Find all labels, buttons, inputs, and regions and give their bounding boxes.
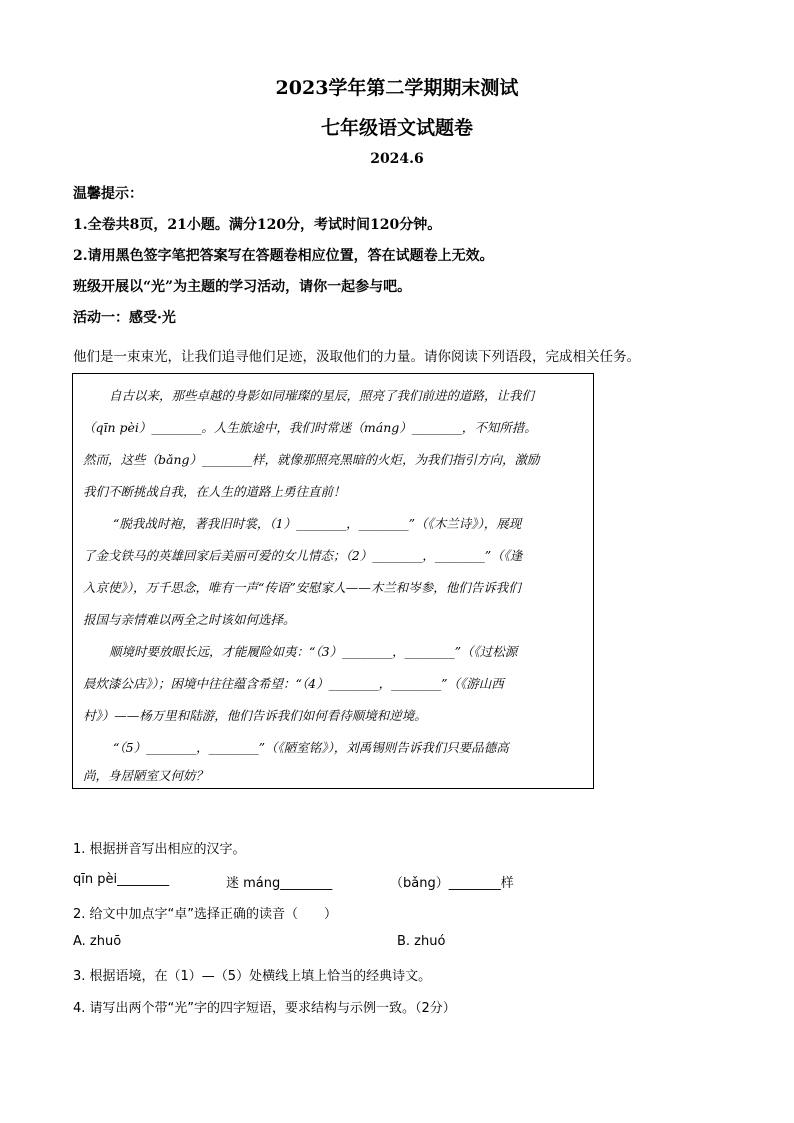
notice-line-3: 班级开展以“光”为主题的学习活动，请你一起参与吧。 [73, 279, 412, 295]
passage-line: （qīn pèi）________。人生旅途中，我们时常迷（máng）________，不知所措。 [83, 420, 537, 435]
activity-intro: 他们是一束束光，让我们追寻他们足迹，汲取他们的力量。请你阅读下列语段，完成相关任务。 [73, 349, 640, 365]
activity-heading: 活动一：感受·光 [73, 310, 176, 326]
passage-line: 了金戈铁马的英雄回家后美丽可爱的女儿情态；（2）________，________”（《逢 [83, 548, 523, 563]
question-1-item-c: （bǎng）________样 [390, 876, 514, 891]
question-2-option-b: B. zhuó [397, 934, 446, 949]
passage-line: 然而，这些（bǎng）________样，就像那照亮黑暗的火炬，为我们指引方向，激励 [83, 452, 540, 467]
question-3: 3. 根据语境，在（1）—（5）处横线上填上恰当的经典诗文。 [73, 969, 432, 984]
passage-line: 尚，身居陋室又何妨？ [83, 768, 209, 783]
passage-line: 我们不断挑战自我，在人生的道路上勇往直前！ [83, 484, 346, 499]
passage-line: 晨炊漆公店》）；困境中往往蕴含希望：“（4）________，________”（《游山西 [83, 676, 504, 691]
passage-line: “脱我战时袍，著我旧时裳，（1）________，________”（《木兰诗》），展现 [113, 516, 522, 531]
passage-line: 报国与亲情难以两全之时该如何选择。 [83, 612, 296, 627]
passage-line: 自古以来，那些卓越的身影如同璀璨的星辰，照亮了我们前进的道路，让我们 [109, 388, 535, 403]
question-2: 2. 给文中加点字“卓”选择正确的读音（ ） [73, 907, 338, 922]
passage-line: “（5）________，________”（《陋室铭》），刘禹锡则告诉我们只要品德高 [113, 740, 509, 755]
passage-line: 入京使》），万千思念，唯有一声“传语”安慰家人——木兰和岑参，他们告诉我们 [83, 580, 521, 595]
notice-line-2: 2.请用黑色签字笔把答案写在答题卷相应位置，答在试题卷上无效。 [73, 248, 494, 264]
notice-heading: 温馨提示： [73, 186, 143, 202]
question-1-item-a: qīn pèi________ [73, 872, 170, 887]
passage-line: 顺境时要放眼长远，才能履险如夷：“（3）________，________”（《过松源 [109, 644, 518, 659]
exam-title: 2023学年第二学期期末测试 [275, 77, 519, 99]
passage-line: 村》）——杨万里和陆游，他们告诉我们如何看待顺境和逆境。 [83, 708, 427, 723]
question-2-option-a: A. zhuō [73, 934, 122, 949]
exam-date: 2024.6 [370, 151, 424, 167]
question-1: 1. 根据拼音写出相应的汉字。 [73, 842, 246, 857]
question-1-item-b: 迷 máng________ [226, 876, 333, 891]
exam-subtitle: 七年级语文试题卷 [320, 117, 473, 139]
notice-line-1: 1.全卷共8页，21小题。满分120分，考试时间120分钟。 [73, 217, 442, 233]
passage-box [72, 373, 594, 789]
question-4: 4. 请写出两个带“光”字的四字短语，要求结构与示例一致。（2分） [73, 1001, 456, 1016]
